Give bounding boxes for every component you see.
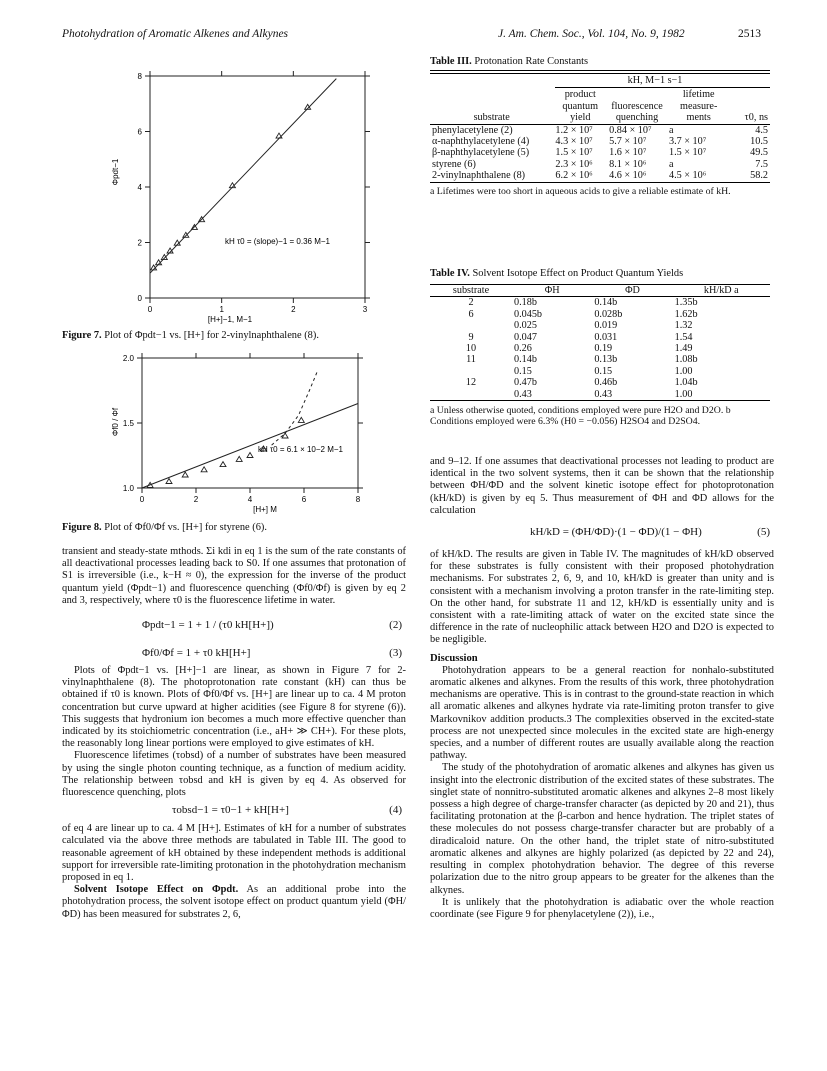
equation-4 bbox=[62, 802, 406, 820]
table-3-grid bbox=[430, 89, 770, 182]
table-3-cell: 4.6 × 10⁶ bbox=[609, 170, 647, 182]
data-point bbox=[298, 417, 304, 422]
table-3-header-substrate: substrate bbox=[473, 112, 510, 124]
equation-5-body: kH/kD = (ΦH/ΦD)·(1 − ΦD)/(1 − ΦH) bbox=[530, 526, 702, 539]
left-paragraph-3: Fluorescence lifetimes (τobsd) of a number of substrates have been measured by using the single photon counting technique, as a function of medium acidity. The relationship between τobsd and kH is given by eq 4. As observed for fluorescence quenching, plots bbox=[62, 750, 406, 799]
table-4-header-phi-h: ΦH bbox=[544, 285, 560, 296]
x-tick-label: 0 bbox=[147, 305, 153, 314]
table-4-row bbox=[430, 343, 770, 354]
table-4-cell: 6 bbox=[468, 308, 474, 320]
equation-3-body: Φf0/Φf = 1 + τ0 kH[H+] bbox=[142, 647, 251, 660]
table-4-cell bbox=[430, 389, 512, 401]
table-3-cell: 2.3 × 10⁶ bbox=[555, 158, 593, 170]
table-3-label: Table III. bbox=[430, 56, 472, 67]
x-axis-label: [H+]−1, M−1 bbox=[207, 315, 253, 324]
table-4-row bbox=[430, 332, 770, 343]
table-3-cell: β-naphthylacetylene (5) bbox=[432, 147, 530, 159]
table-4-cell: 1.04b bbox=[674, 377, 698, 389]
figure-8-caption bbox=[62, 522, 402, 533]
table-4-cell: 10 bbox=[465, 343, 477, 355]
table-4-cell: 1.49 bbox=[674, 343, 693, 355]
table-4-caption bbox=[430, 268, 683, 279]
table-3-cell: 4.5 × 10⁶ bbox=[668, 170, 707, 182]
table-4-cell: 12 bbox=[465, 377, 477, 389]
fit-annotation: kH τ0 = 6.1 × 10−2 M−1 bbox=[258, 445, 343, 454]
table-4-cell: 0.047 bbox=[514, 331, 537, 343]
y-tick-label: 2 bbox=[137, 238, 142, 248]
table-3-cell: 1.5 × 10⁷ bbox=[555, 147, 593, 159]
table-4-header-substrate: substrate bbox=[452, 285, 490, 296]
x-tick-label: 2 bbox=[193, 495, 199, 504]
table-4-cell: 0.14b bbox=[594, 297, 618, 309]
right-paragraph-5: It is unlikely that the photohydration is adiabatic over the whole reaction coordinate (see Figure 9 for phenylacetylene (2)), i.e., bbox=[430, 896, 774, 920]
left-paragraph-1: transient and steady-state mthods. Σi kdi in eq 1 is the sum of the rate constants of all deactivational processes leading back to S0. If one assumes that protonation of S1 is irreversible (i.e., k−H ≈ 0), the expression for the inverse of the product quantum yield (Φpdt−1) and fluorescence quenching (Φf0/Φf) is given by eq 2 and 3, respectively, where τ0 is the fluorescence lifetime in water. bbox=[62, 546, 406, 606]
left-paragraph-4: of eq 4 are linear up to ca. 4 M [H+]. Estimates of kH for a number of substrates calculated via the above three methods are tabulated in Table III. The good to reasonable agreement of kH obtained by these independent methods is additional support for irreversible rate-limiting protonation in the photohydration mechanism proposed in eq 1. bbox=[62, 823, 406, 884]
equation-2 bbox=[62, 611, 406, 641]
running-head-left: Photohydration of Aromatic Alkenes and Alkynes bbox=[62, 28, 289, 40]
figure-8-label: Figure 8. bbox=[62, 522, 102, 533]
table-3-footnote: a Lifetimes were too short in aqueous acids to give a reliable estimate of kH. bbox=[430, 185, 731, 197]
equation-2-number: (2) bbox=[389, 619, 402, 632]
table-3-cell: 2-vinylnaphthalene (8) bbox=[432, 170, 526, 182]
fit-annotation: kH τ0 = (slope)−1 = 0.36 M−1 bbox=[225, 237, 330, 246]
table-4-cell: 0.46b bbox=[594, 377, 618, 389]
table-3-header-product: product quantum yield bbox=[562, 89, 599, 124]
table-4-cell: 2 bbox=[468, 297, 474, 309]
x-tick-label: 6 bbox=[301, 495, 307, 504]
table-4-cell: 0.15 bbox=[514, 365, 532, 377]
figure-8-caption-text: Plot of Φf0/Φf vs. [H+] for styrene (6). bbox=[104, 522, 267, 533]
x-axis-label: [H+] M bbox=[253, 505, 277, 514]
table-3-cell: 4.3 × 10⁷ bbox=[555, 136, 593, 148]
curve-dashed bbox=[272, 371, 318, 445]
figure-7-caption-text: Plot of Φpdt−1 vs. [H+] for 2-vinylnaphthalene (8). bbox=[104, 330, 319, 341]
table-4-row bbox=[430, 366, 770, 377]
table-4-cell: 1.35b bbox=[674, 297, 698, 309]
figure-8-plot bbox=[100, 350, 400, 518]
x-tick-label: 2 bbox=[291, 305, 296, 314]
y-tick-label: 0 bbox=[137, 294, 142, 303]
table-4-cell: 0.43 bbox=[514, 388, 532, 400]
table-3-cell: 4.5 bbox=[755, 124, 768, 136]
right-paragraph-2: of kH/kD. The results are given in Table IV. The magnitudes of kH/kD observed for these substrates is fully consistent with their proposed photohydration mechanisms. For substrates 2, 6, 9, and 10, kH/kD is greater than unity and is consistent with a mechanism involving a proton transfer in the rate-limiting step. On the other hand, for substrate 11 and 12, kH/kD is essentially unity and is consistent with a rate-limiting attack of water on the excited state since the difference in the rate of nucleophilic attack between H2O and D2O is expected to be negligible. bbox=[430, 549, 774, 646]
table-4-cell: 1.08b bbox=[674, 354, 698, 366]
data-point bbox=[182, 472, 188, 477]
right-paragraph-4: The study of the photohydration of aromatic alkenes and alkynes has given us insight into the electronic distribution of the excited states of these substrates. The singlet state of nonnitro-substituted aromatic alkenes and alkynes 2–8 most likely possess a high degree of charge-transfer character (as depicted by 20 and 21), thus facilitating protonation at the β-carbon and hence hydration. The triplet states of these molecules do not possess charge-transfer character but are probably of a diradicaloid nature. On the other hand, the triplet state of nitro-substituted aromatic alkenes and alkynes are highly polarized (as depicted by 22 and 24), resulting in complex photohydration behavior. The degree of this reverse polarization due to the nitro group appears to be greater for the alkenes than the alkynes. bbox=[430, 762, 774, 896]
table-3-cell: a bbox=[668, 158, 674, 170]
x-tick-label: 4 bbox=[247, 495, 253, 504]
data-point bbox=[166, 479, 172, 484]
x-tick-label: 1 bbox=[219, 305, 224, 314]
table-4-cell: 0.13b bbox=[594, 354, 618, 366]
right-paragraph-1: and 9–12. If one assumes that deactivational processes not leading to product are identical in the two solvent systems, then it can be shown that the relationship between ΦH/ΦD and the solvent kinetic isotope effect for photoprotonation (kH/kD) is given by eq 5. Thus measurement of ΦH and ΦD allows for the calculation bbox=[430, 456, 774, 516]
table-3-header-fluorescence: fluorescence quenching bbox=[611, 100, 663, 124]
equation-4-number: (4) bbox=[389, 804, 402, 817]
table-4-title: Solvent Isotope Effect on Product Quantum Yields bbox=[472, 268, 684, 279]
table-4-row bbox=[430, 389, 770, 401]
table-4-cell bbox=[430, 366, 512, 377]
equation-5 bbox=[430, 520, 774, 546]
table-4-cell: 0.43 bbox=[594, 388, 613, 400]
table-4-cell: 1.00 bbox=[674, 365, 693, 377]
table-4-cell bbox=[430, 320, 512, 331]
table-3-cell: 1.6 × 10⁷ bbox=[609, 147, 647, 159]
left-paragraph-5-text: As an additional probe into the photohydration process, the solvent isotope effect on product quantum yield (ΦH/ΦD) has been measured for substrates 2, 6, bbox=[62, 884, 406, 920]
y-tick-label: 8 bbox=[137, 72, 142, 81]
equation-3-number: (3) bbox=[389, 647, 402, 660]
figure-7-caption bbox=[62, 330, 402, 341]
table-3-cell: 5.7 × 10⁷ bbox=[609, 136, 647, 148]
discussion-heading: Discussion bbox=[430, 652, 478, 664]
table-4-cell: 1.32 bbox=[674, 320, 693, 332]
table-3-cell: 7.5 bbox=[755, 158, 768, 170]
table-4-cell: 0.47b bbox=[514, 377, 537, 389]
table-3 bbox=[430, 70, 770, 197]
table-3-cell: 3.7 × 10⁷ bbox=[668, 136, 707, 148]
table-4-header-kh-kd: kH/kD a bbox=[703, 285, 739, 296]
table-4-row bbox=[430, 377, 770, 388]
table-4-grid bbox=[430, 284, 770, 401]
page-number: 2513 bbox=[738, 28, 761, 40]
table-4-cell: 11 bbox=[466, 354, 476, 366]
y-tick-label: 4 bbox=[137, 183, 142, 192]
table-3-cell: phenylacetylene (2) bbox=[432, 124, 513, 136]
table-4-footnote: a Unless otherwise quoted, conditions employed were pure H2O and D2O. b Conditions employed were 6.3% (H0 = −0.056) H2SO4 and D2SO4. bbox=[430, 405, 731, 428]
table-4-cell: 0.028b bbox=[594, 308, 623, 320]
data-point bbox=[220, 462, 226, 467]
table-4-row bbox=[430, 320, 770, 331]
right-column bbox=[430, 456, 774, 921]
equation-2-body: Φpdt−1 = 1 + 1 / (τ0 kH[H+]) bbox=[142, 619, 274, 632]
table-4-cell: 9 bbox=[468, 331, 474, 343]
data-point bbox=[247, 453, 253, 458]
table-4-cell: 0.019 bbox=[594, 320, 618, 332]
table-4-cell: 0.14b bbox=[514, 354, 537, 366]
table-3-cell: 49.5 bbox=[750, 147, 768, 159]
x-tick-label: 8 bbox=[355, 495, 361, 504]
table-4-cell: 0.19 bbox=[594, 343, 613, 355]
table-4-cell: 1.00 bbox=[674, 388, 693, 400]
table-3-caption bbox=[430, 56, 588, 67]
table-3-cell: a bbox=[668, 124, 674, 136]
data-point bbox=[236, 456, 242, 461]
table-4-header-phi-d: ΦD bbox=[625, 285, 640, 296]
table-3-row bbox=[430, 147, 770, 158]
table-3-cell: 1.5 × 10⁷ bbox=[668, 147, 707, 159]
right-paragraph-3: Photohydration appears to be a general reaction for nonhalo-substituted aromatic alkenes and alkynes. From the results of this work, three photohydration mechanisms are operative. This is in contrast to the ground-state reaction in which all aromatic alkenes and alkynes hydrate via rate-limiting proton transfer to give Markovnikov addition products.3 The complexities observed in the excited-state process are not unexpected since molecules in the excited state are high-energy species, and a number of different routes are usually available along the reaction pathway. bbox=[430, 664, 774, 762]
y-tick-label: 1.5 bbox=[122, 419, 134, 428]
x-tick-label: 3 bbox=[362, 305, 368, 314]
table-3-cell: 0.84 × 10⁷ bbox=[609, 124, 652, 136]
left-column bbox=[62, 546, 406, 921]
y-axis-label: Φpdt−1 bbox=[111, 158, 120, 186]
plot-frame bbox=[150, 76, 365, 298]
table-3-cell: 8.1 × 10⁶ bbox=[609, 158, 647, 170]
table-4-label: Table IV. bbox=[430, 268, 470, 279]
table-4-cell: 1.62b bbox=[674, 308, 698, 320]
table-4-row bbox=[430, 309, 770, 320]
table-4-cell: 0.045b bbox=[514, 308, 543, 320]
y-tick-label: 2.0 bbox=[122, 354, 134, 363]
table-3-cell: 10.5 bbox=[750, 136, 768, 148]
table-3-group-header: kH, M−1 s−1 bbox=[627, 75, 683, 86]
y-tick-label: 6 bbox=[137, 127, 142, 137]
table-4-cell: 0.26 bbox=[514, 343, 532, 355]
table-4-row bbox=[430, 297, 770, 309]
figure-7-label: Figure 7. bbox=[62, 330, 102, 341]
table-3-row bbox=[430, 170, 770, 182]
data-point bbox=[201, 467, 207, 472]
table-4-cell: 1.54 bbox=[674, 331, 693, 343]
table-3-cell: 6.2 × 10⁶ bbox=[555, 170, 593, 182]
running-head-journal: J. Am. Chem. Soc., Vol. 104, No. 9, 1982 bbox=[498, 28, 685, 40]
left-paragraph-5 bbox=[62, 884, 406, 921]
table-4 bbox=[430, 284, 770, 427]
equation-4-body: τobsd−1 = τ0−1 + kH[H+] bbox=[172, 804, 289, 817]
plot-frame bbox=[142, 358, 358, 488]
isotope-effect-heading: Solvent Isotope Effect on Φpdt. bbox=[74, 884, 239, 896]
table-3-header-tau: τ0, ns bbox=[744, 112, 768, 124]
table-3-row bbox=[430, 159, 770, 170]
table-3-row bbox=[430, 124, 770, 136]
equation-5-number: (5) bbox=[757, 526, 770, 539]
table-4-cell: 0.031 bbox=[594, 331, 618, 343]
equation-3 bbox=[62, 645, 406, 663]
table-4-cell: 0.18b bbox=[514, 297, 537, 309]
table-3-cell: 1.2 × 10⁷ bbox=[555, 124, 593, 136]
y-tick-label: 1.0 bbox=[122, 484, 134, 493]
table-3-header-lifetime: lifetime measure-ments bbox=[680, 89, 718, 124]
table-4-cell: 0.025 bbox=[514, 320, 537, 332]
table-4-cell: 0.15 bbox=[594, 365, 613, 377]
table-3-title: Protonation Rate Constants bbox=[474, 56, 589, 67]
x-tick-label: 0 bbox=[139, 495, 145, 504]
table-3-row bbox=[430, 136, 770, 147]
figure-7-plot bbox=[100, 62, 400, 324]
table-3-cell: styrene (6) bbox=[432, 158, 476, 170]
table-3-cell: α-naphthylacetylene (4) bbox=[432, 136, 530, 148]
table-4-row bbox=[430, 354, 770, 365]
y-axis-label: Φf0 / Φf bbox=[111, 407, 120, 437]
left-paragraph-2: Plots of Φpdt−1 vs. [H+]−1 are linear, as shown in Figure 7 for 2-vinylnaphthalene (8). The photoprotonation rate constant (kH) can thus be obtained if τ0 is known. Plots of Φf0/Φf vs. [H+] are linear up to ca. 4 M proton concentration but curve upward at higher acidities (see Figure 8 for styrene (6)). This suggests that hydronium ion becomes a much more effective quencher than indicated by its stoichiometric concentration (i.e., aH+ ≫ CH+). For these plots, the reasonably long linear portions were employed to give estimates of kH. bbox=[62, 665, 406, 750]
table-3-cell: 58.2 bbox=[750, 170, 768, 182]
